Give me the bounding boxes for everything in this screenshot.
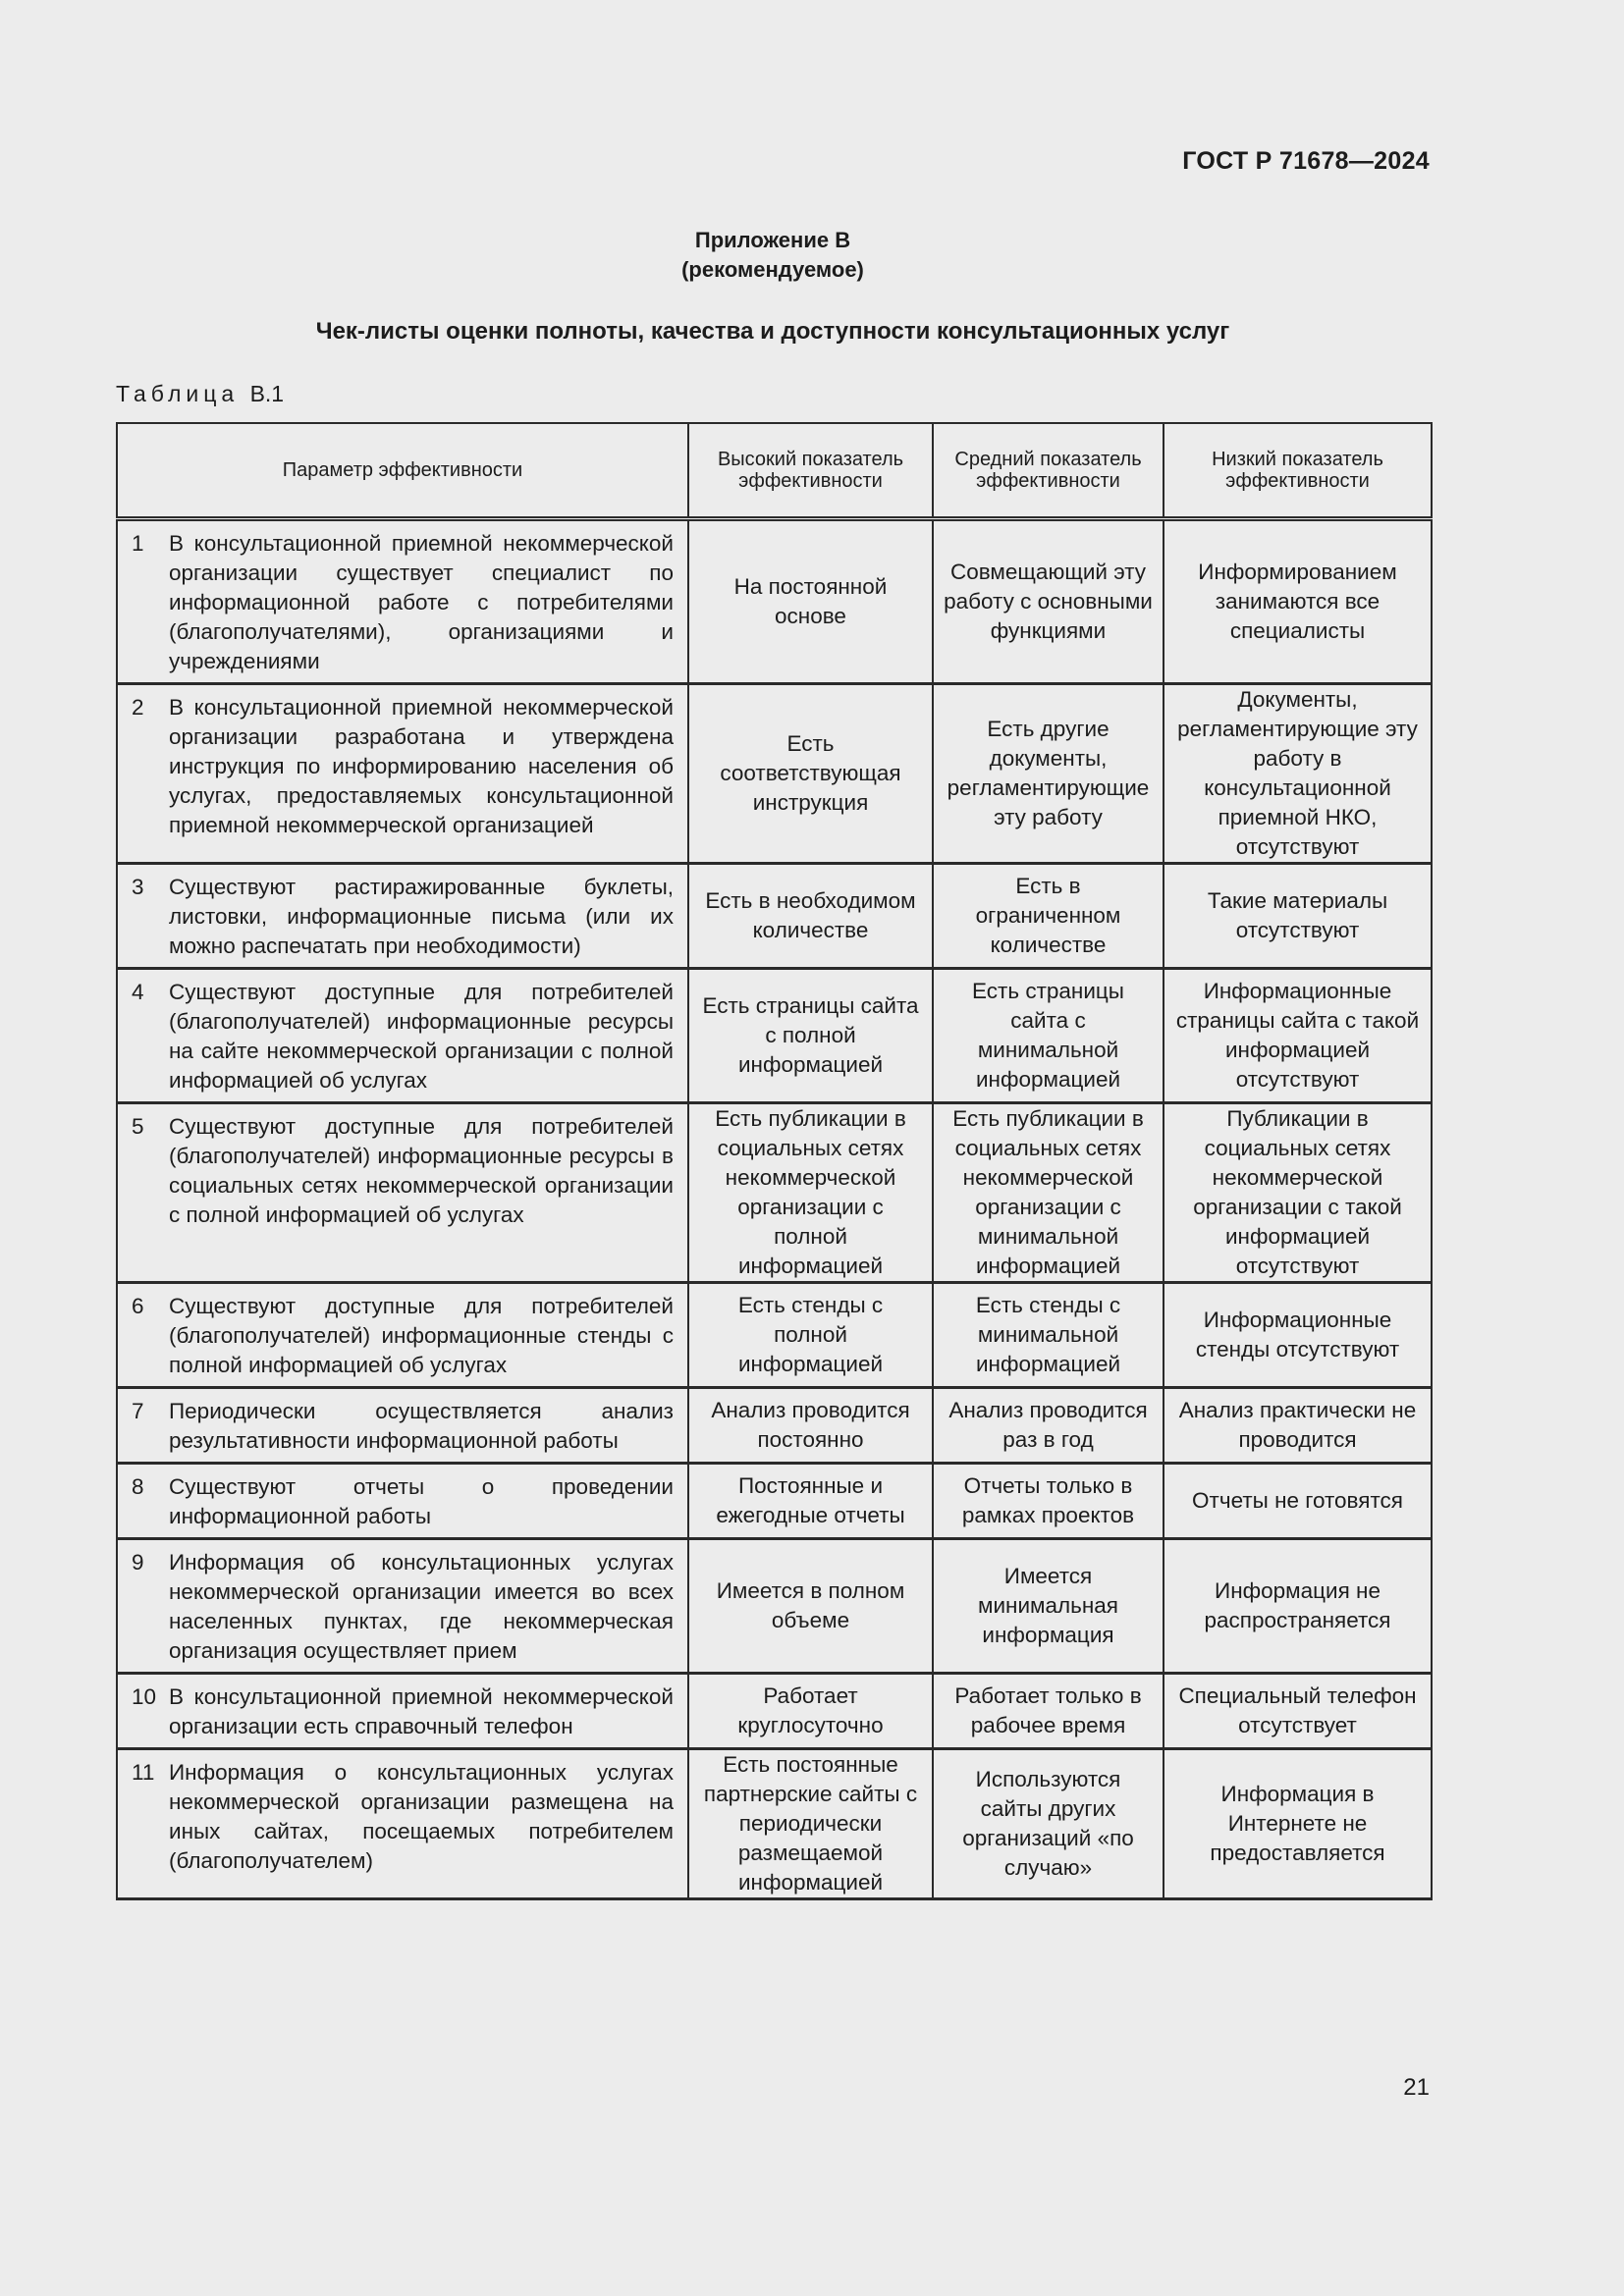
row-number: 9 xyxy=(132,1550,144,1575)
cell-low: Информационные стенды отсутствуют xyxy=(1164,1283,1432,1388)
cell-parameter xyxy=(117,864,688,969)
cell-parameter xyxy=(117,519,688,684)
cell-parameter xyxy=(117,1388,688,1464)
cell-medium: Есть стенды с минимальной информацией xyxy=(933,1283,1164,1388)
cell-parameter xyxy=(117,1674,688,1749)
cell-medium: Анализ проводится раз в год xyxy=(933,1388,1164,1464)
column-header-high: Высокий показатель эффективности xyxy=(688,423,933,519)
cell-low: Информация не распространяется xyxy=(1164,1539,1432,1674)
cell-low: Специальный телефон отсутствует xyxy=(1164,1674,1432,1749)
cell-high: Есть публикации в социальных сетях некоммерческой организации с полной информацией xyxy=(688,1103,933,1283)
cell-parameter xyxy=(117,1749,688,1899)
table-body xyxy=(117,519,1432,1899)
parameter-text: Существуют доступные для потребителей (благополучателей) информационные ресурсы на сайте некоммерческой организации с полной информацией об услугах xyxy=(169,980,674,1093)
row-number: 4 xyxy=(132,980,144,1004)
cell-medium: Есть в ограниченном количестве xyxy=(933,864,1164,969)
table-row xyxy=(117,1749,1432,1899)
cell-medium: Работает только в рабочее время xyxy=(933,1674,1164,1749)
cell-low: Информированием занимаются все специалисты xyxy=(1164,519,1432,684)
row-number: 10 xyxy=(132,1684,157,1709)
table-row xyxy=(117,1464,1432,1539)
cell-low: Отчеты не готовятся xyxy=(1164,1464,1432,1539)
parameter-text: Информация о консультационных услугах некоммерческой организации размещена на иных сайтах, посещаемых потребителем (благополучателем) xyxy=(169,1760,674,1873)
cell-low: Информационные страницы сайта с такой информацией отсутствуют xyxy=(1164,969,1432,1103)
cell-high: Анализ проводится постоянно xyxy=(688,1388,933,1464)
parameter-text: Существуют доступные для потребителей (благополучателей) информационные стенды с полной информацией об услугах xyxy=(169,1294,674,1377)
cell-low: Публикации в социальных сетях некоммерческой организации с такой информацией отсутствуют xyxy=(1164,1103,1432,1283)
row-number: 11 xyxy=(132,1760,155,1785)
row-number: 8 xyxy=(132,1474,144,1499)
cell-high: Есть в необходимом количестве xyxy=(688,864,933,969)
cell-medium: Есть страницы сайта с минимальной информацией xyxy=(933,969,1164,1103)
column-header-parameter: Параметр эффективности xyxy=(117,423,688,519)
cell-parameter xyxy=(117,1103,688,1283)
table-row xyxy=(117,1674,1432,1749)
table-row xyxy=(117,1103,1432,1283)
parameter-text: Существуют растиражированные буклеты, листовки, информационные письма (или их можно распечатать при необходимости) xyxy=(169,875,674,958)
cell-low: Такие материалы отсутствуют xyxy=(1164,864,1432,969)
cell-medium: Есть другие документы, регламентирующие эту работу xyxy=(933,684,1164,864)
table-row xyxy=(117,864,1432,969)
column-header-low: Низкий показатель эффективности xyxy=(1164,423,1432,519)
cell-medium: Есть публикации в социальных сетях некоммерческой организации с минимальной информацией xyxy=(933,1103,1164,1283)
row-number: 6 xyxy=(132,1294,144,1318)
cell-high: Работает круглосуточно xyxy=(688,1674,933,1749)
cell-low: Анализ практически не проводится xyxy=(1164,1388,1432,1464)
table-header-row xyxy=(117,423,1432,519)
cell-medium: Используются сайты других организаций «по случаю» xyxy=(933,1749,1164,1899)
cell-high: Есть стенды с полной информацией xyxy=(688,1283,933,1388)
cell-parameter xyxy=(117,1464,688,1539)
cell-high: Есть соответствующая инструкция xyxy=(688,684,933,864)
parameter-text: В консультационной приемной некоммерческой организации разработана и утверждена инструкция по информированию населения об услугах, предоставляемых консультационной приемной некоммерческой организацией xyxy=(169,695,674,837)
cell-medium: Отчеты только в рамках проектов xyxy=(933,1464,1164,1539)
cell-high: Есть постоянные партнерские сайты с периодически размещаемой информацией xyxy=(688,1749,933,1899)
checklist-table xyxy=(116,422,1433,1900)
appendix-heading xyxy=(0,226,1545,285)
cell-parameter xyxy=(117,684,688,864)
row-number: 3 xyxy=(132,875,144,899)
cell-parameter xyxy=(117,1539,688,1674)
cell-high: Имеется в полном объеме xyxy=(688,1539,933,1674)
document-title: Чек-листы оценки полноты, качества и доступности консультационных услуг xyxy=(315,318,1230,345)
document-code: ГОСТ Р 71678—2024 xyxy=(1182,147,1430,175)
row-number: 1 xyxy=(132,531,144,556)
cell-medium: Совмещающий эту работу с основными функциями xyxy=(933,519,1164,684)
cell-high: Постоянные и ежегодные отчеты xyxy=(688,1464,933,1539)
table-row xyxy=(117,1539,1432,1674)
table-caption-number: В.1 xyxy=(249,381,285,406)
parameter-text: Существуют отчеты о проведении информационной работы xyxy=(169,1474,674,1528)
row-number: 7 xyxy=(132,1399,144,1423)
table-caption-label: Таблица xyxy=(116,381,240,406)
row-number: 2 xyxy=(132,695,144,720)
column-header-medium: Средний показатель эффективности xyxy=(933,423,1164,519)
table-row xyxy=(117,969,1432,1103)
cell-low: Документы, регламентирующие эту работу в консультационной приемной НКО, отсутствуют xyxy=(1164,684,1432,864)
cell-medium: Имеется минимальная информация xyxy=(933,1539,1164,1674)
cell-high: Есть страницы сайта с полной информацией xyxy=(688,969,933,1103)
table-caption xyxy=(116,381,284,407)
row-number: 5 xyxy=(132,1114,144,1139)
cell-high: На постоянной основе xyxy=(688,519,933,684)
appendix-title: Приложение В xyxy=(694,228,851,252)
appendix-subtitle: (рекомендуемое) xyxy=(681,257,864,282)
page-number: 21 xyxy=(1403,2074,1430,2101)
cell-parameter xyxy=(117,1283,688,1388)
table-row xyxy=(117,519,1432,684)
cell-parameter xyxy=(117,969,688,1103)
table-row xyxy=(117,684,1432,864)
parameter-text: В консультационной приемной некоммерческой организации существует специалист по информационной работе с потребителями (благополучателями), организациями и учреждениями xyxy=(169,531,674,673)
parameter-text: Существуют доступные для потребителей (благополучателей) информационные ресурсы в социальных сетях некоммерческой организации с полной информацией об услугах xyxy=(169,1114,674,1227)
parameter-text: Периодически осуществляется анализ результативности информационной работы xyxy=(169,1399,674,1453)
parameter-text: В консультационной приемной некоммерческой организации есть справочный телефон xyxy=(169,1684,674,1738)
parameter-text: Информация об консультационных услугах некоммерческой организации имеется во всех населенных пунктах, где некоммерческая организация осуществляет прием xyxy=(169,1550,674,1663)
table-row xyxy=(117,1283,1432,1388)
cell-low: Информация в Интернете не предоставляется xyxy=(1164,1749,1432,1899)
table-row xyxy=(117,1388,1432,1464)
